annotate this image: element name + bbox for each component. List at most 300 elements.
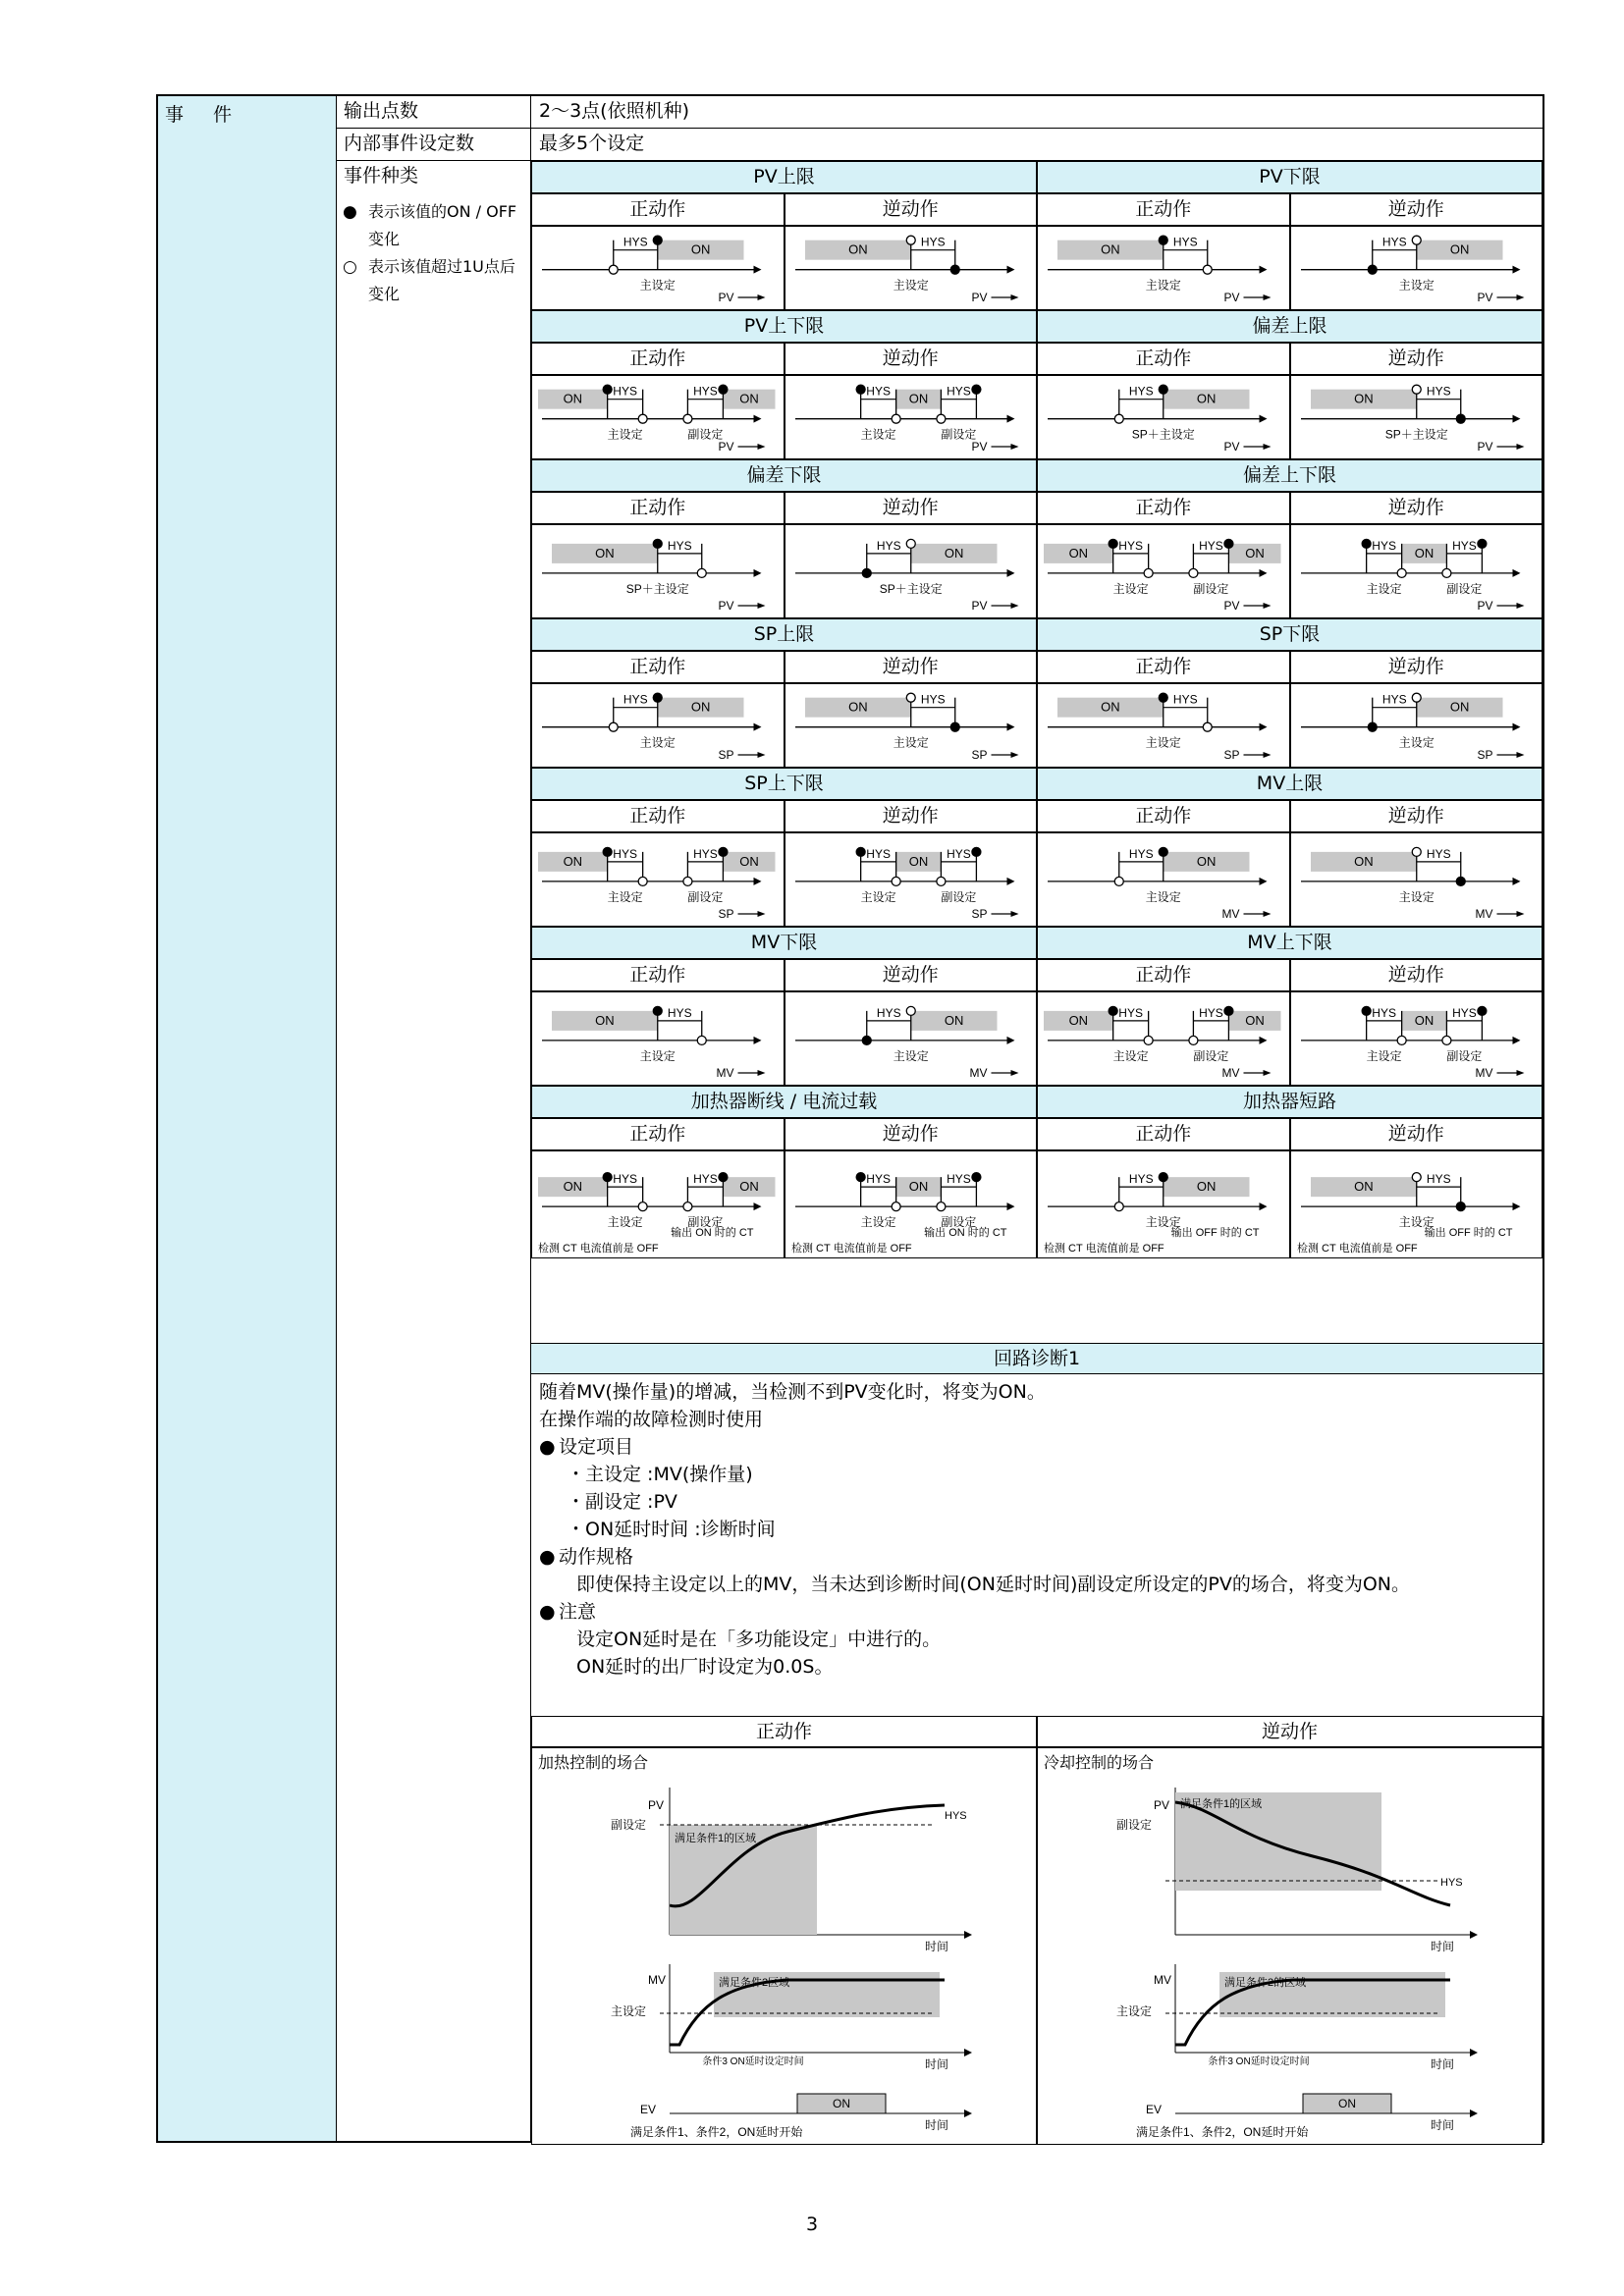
- internal-events-value: 最多5个设定: [531, 129, 1543, 161]
- svg-text:ON: ON: [1338, 2097, 1356, 2110]
- forward-subheader: 正动作: [531, 492, 785, 524]
- svg-text:时间: 时间: [925, 1940, 949, 1953]
- svg-text:主设定: 主设定: [1145, 735, 1181, 750]
- filled-dot: [856, 385, 865, 394]
- axis-label: PV: [718, 599, 734, 613]
- event-diagram-cell: [1037, 1150, 1290, 1258]
- ct-output: 输出 OFF 时的 CT: [1170, 1227, 1260, 1239]
- axis-label: PV: [1476, 599, 1492, 613]
- section-header-right: 偏差上下限: [1037, 459, 1543, 492]
- hys-label: HYS: [1199, 1005, 1223, 1020]
- event-diagram: [785, 684, 1037, 767]
- axis-label: PV: [1476, 291, 1492, 304]
- hys-label: HYS: [693, 1172, 718, 1187]
- hollow-dot: [638, 414, 647, 423]
- ct-output: 输出 ON 时的 CT: [923, 1227, 1006, 1239]
- item-1: ・主设定 :MV(操作量): [567, 1464, 753, 1485]
- note-title: 注意: [559, 1601, 597, 1623]
- svg-text:副设定: 副设定: [1116, 1818, 1153, 1832]
- hys-label: HYS: [693, 384, 718, 399]
- loop-title: 回路诊断1: [531, 1344, 1543, 1374]
- on-label: ON: [1414, 1012, 1434, 1028]
- reverse-subheader: 逆动作: [1290, 343, 1543, 375]
- hys-label: HYS: [1451, 1005, 1477, 1020]
- event-diagram-cell: [1037, 524, 1290, 618]
- event-diagram-cell: [785, 226, 1038, 310]
- page-number: 3: [805, 2214, 819, 2235]
- forward-subheader: 正动作: [1037, 651, 1290, 683]
- hollow-dot: [906, 1006, 915, 1015]
- event-diagram: [785, 525, 1037, 617]
- svg-text:ON: ON: [833, 2097, 850, 2110]
- svg-text:主设定: 主设定: [1116, 2004, 1153, 2018]
- svg-text:时间: 时间: [1431, 2118, 1455, 2132]
- svg-text:满足条件2区域: 满足条件2区域: [719, 1977, 790, 1989]
- on-label: ON: [690, 699, 711, 715]
- event-diagram-cell: [531, 832, 785, 927]
- event-diagram: [785, 992, 1037, 1085]
- axis-label: MV: [1475, 1066, 1492, 1080]
- svg-text:满足条件1的区域: 满足条件1的区域: [675, 1833, 757, 1844]
- hys-label: HYS: [1381, 235, 1407, 249]
- axis-label: PV: [718, 440, 734, 454]
- svg-text:主设定: 主设定: [607, 427, 643, 442]
- filled-dot: [653, 1006, 662, 1015]
- event-diagram-cell: [1290, 832, 1543, 927]
- label-column: [337, 96, 531, 2141]
- on-label: ON: [1353, 1179, 1374, 1195]
- filled-dot: [1477, 1006, 1486, 1015]
- hollow-dot-icon: ○: [343, 257, 357, 277]
- event-diagram: [785, 376, 1037, 458]
- event-diagram-cell: [531, 1150, 785, 1258]
- on-label: ON: [1245, 545, 1265, 561]
- reverse-subheader: 逆动作: [785, 651, 1038, 683]
- axis-label: PV: [718, 291, 734, 304]
- reverse-subheader: 逆动作: [1290, 651, 1543, 683]
- reverse-subheader: 逆动作: [785, 1118, 1038, 1150]
- reverse-subheader: 逆动作: [1290, 193, 1543, 226]
- hys-label: HYS: [613, 1172, 637, 1187]
- svg-text:主设定: 主设定: [1398, 735, 1435, 750]
- hys-label: HYS: [1381, 692, 1407, 707]
- on-label: ON: [1196, 853, 1217, 869]
- filled-dot-icon: ●: [343, 202, 357, 222]
- filled-dot: [856, 1173, 865, 1182]
- svg-text:条件3 ON延时设定时间: 条件3 ON延时设定时间: [702, 2056, 804, 2067]
- filled-dot: [950, 265, 959, 274]
- hys-label: HYS: [623, 692, 648, 707]
- hollow-dot: [1203, 722, 1212, 731]
- svg-text:副设定: 副设定: [611, 1818, 647, 1832]
- on-label: ON: [908, 1179, 928, 1195]
- reverse-subheader: 逆动作: [785, 800, 1038, 832]
- event-diagram-cell: [1037, 991, 1290, 1086]
- svg-text:满足条件1的区域: 满足条件1的区域: [1180, 1798, 1263, 1810]
- filled-dot: [1362, 1006, 1371, 1015]
- hys-label: HYS: [1426, 1172, 1451, 1187]
- event-diagram: [1291, 376, 1543, 458]
- hollow-dot: [638, 1202, 647, 1211]
- on-label: ON: [1196, 1179, 1217, 1195]
- reverse-subheader: 逆动作: [785, 193, 1038, 226]
- event-diagram: [785, 227, 1037, 309]
- panel-title: 加热控制的场合: [538, 1755, 649, 1772]
- forward-subheader: 正动作: [531, 193, 785, 226]
- hollow-dot: [892, 877, 900, 885]
- on-label: ON: [847, 241, 868, 257]
- hollow-dot: [638, 877, 647, 885]
- event-diagram: [532, 684, 784, 767]
- hys-label: HYS: [667, 1005, 692, 1020]
- event-diagram-cell: [785, 683, 1038, 768]
- event-diagram-cell: [531, 991, 785, 1086]
- event-diagram-cell: [1290, 1150, 1543, 1258]
- reverse-subheader: 逆动作: [1290, 800, 1543, 832]
- hys-label: HYS: [1118, 538, 1143, 553]
- filled-dot: [603, 385, 612, 394]
- svg-text:条件3 ON延时设定时间: 条件3 ON延时设定时间: [1208, 2056, 1310, 2067]
- filled-dot: [603, 1173, 612, 1182]
- event-diagram-cell: [785, 524, 1038, 618]
- svg-text:主设定: 主设定: [1398, 278, 1435, 293]
- svg-text:SP＋主设定: SP＋主设定: [1384, 427, 1448, 442]
- axis-label: SP: [1223, 748, 1240, 762]
- on-label: ON: [1196, 391, 1217, 406]
- filled-dot: [1159, 236, 1167, 244]
- event-diagram: [532, 227, 784, 309]
- hollow-dot: [697, 1036, 706, 1044]
- ct-output: 输出 OFF 时的 CT: [1424, 1227, 1512, 1239]
- hys-label: HYS: [1172, 692, 1198, 707]
- forward-subheader: 正动作: [1037, 800, 1290, 832]
- event-diagram-cell: [1290, 683, 1543, 768]
- event-diagram: [1291, 1151, 1543, 1257]
- filled-dot: [1456, 414, 1465, 423]
- filled-dot: [1224, 1006, 1233, 1015]
- filled-dot: [719, 847, 728, 856]
- svg-text:MV: MV: [1154, 1973, 1171, 1987]
- on-label: ON: [908, 853, 928, 869]
- filled-dot: [862, 1036, 871, 1044]
- axis-label: SP: [970, 907, 987, 921]
- hollow-dot: [1114, 1202, 1123, 1211]
- forward-subheader: 正动作: [1037, 343, 1290, 375]
- section-header-right: PV下限: [1037, 161, 1543, 193]
- svg-text:HYS: HYS: [1440, 1877, 1463, 1889]
- reverse-subheader: 逆动作: [785, 959, 1038, 991]
- event-diagram-cell: [531, 683, 785, 768]
- svg-text:主设定: 主设定: [860, 1215, 896, 1230]
- filled-dot: [1109, 539, 1117, 548]
- axis-label: PV: [1223, 291, 1240, 304]
- axis-label: SP: [1476, 748, 1492, 762]
- svg-text:SP＋主设定: SP＋主设定: [625, 581, 689, 596]
- bullet-icon: ●: [539, 1436, 556, 1458]
- svg-text:主设定: 主设定: [1366, 1048, 1402, 1063]
- section-header-right: MV上下限: [1037, 927, 1543, 959]
- event-diagram-cell: [785, 991, 1038, 1086]
- filled-dot: [1159, 1173, 1167, 1182]
- on-label: ON: [739, 391, 759, 406]
- cool-control-diagram: [1038, 1748, 1541, 2143]
- hys-label: HYS: [946, 384, 971, 399]
- hollow-dot: [1441, 568, 1450, 577]
- svg-text:SP＋主设定: SP＋主设定: [879, 581, 943, 596]
- on-label: ON: [944, 1012, 963, 1028]
- svg-text:主设定: 主设定: [893, 735, 929, 750]
- svg-text:主设定: 主设定: [1145, 1215, 1181, 1230]
- axis-label: MV: [1475, 907, 1492, 921]
- loop-line-1: 随着MV(操作量)的增减，当检测不到PV变化时，将变为ON。: [539, 1381, 1046, 1403]
- svg-text:副设定: 副设定: [940, 889, 976, 904]
- on-label: ON: [563, 853, 583, 869]
- forward-subheader: 正动作: [531, 343, 785, 375]
- bullet-icon: ●: [539, 1546, 556, 1568]
- svg-text:满足条件2的区域: 满足条件2的区域: [1224, 1977, 1307, 1989]
- reverse-subheader: 逆动作: [785, 343, 1038, 375]
- items-title: 设定项目: [559, 1436, 634, 1458]
- hys-label: HYS: [1118, 1005, 1143, 1020]
- event-diagram: [1038, 376, 1289, 458]
- on-label: ON: [739, 1179, 759, 1195]
- event-diagram: [1038, 1151, 1289, 1257]
- hys-label: HYS: [1426, 384, 1451, 399]
- hollow-dot: [683, 1202, 692, 1211]
- section-header-left: SP上限: [531, 618, 1037, 651]
- filled-dot: [950, 722, 959, 731]
- event-diagram: [1038, 227, 1289, 309]
- svg-text:HYS: HYS: [945, 1810, 967, 1822]
- axis-label: PV: [1476, 440, 1492, 454]
- hollow-dot: [1397, 1036, 1406, 1044]
- event-diagram: [785, 833, 1037, 926]
- filled-dot: [719, 385, 728, 394]
- filled-dot: [1368, 722, 1377, 731]
- hollow-dot: [683, 414, 692, 423]
- hys-label: HYS: [1371, 1005, 1396, 1020]
- event-diagram: [532, 833, 784, 926]
- svg-text:主设定: 主设定: [1366, 581, 1402, 596]
- filled-dot: [1159, 693, 1167, 702]
- note-1: 设定ON延时是在「多功能设定」中进行的。: [576, 1629, 942, 1650]
- svg-text:主设定: 主设定: [611, 2004, 647, 2018]
- hollow-dot: [697, 568, 706, 577]
- content-column: [531, 96, 1543, 2141]
- event-diagram: [1038, 833, 1289, 926]
- svg-text:主设定: 主设定: [607, 889, 643, 904]
- svg-text:主设定: 主设定: [1112, 1048, 1149, 1063]
- svg-text:时间: 时间: [925, 2057, 949, 2071]
- forward-subheader: 正动作: [531, 959, 785, 991]
- heat-control-diagram: [532, 1748, 1035, 2143]
- category-column: [158, 96, 337, 2141]
- event-diagram-cell: [785, 832, 1038, 927]
- ct-output: 输出 ON 时的 CT: [671, 1227, 754, 1239]
- hys-label: HYS: [1172, 235, 1198, 249]
- loop-forward-header: 正动作: [531, 1716, 1037, 1747]
- footer-note: 满足条件1、条件2，ON延时开始: [1136, 2125, 1309, 2139]
- svg-text:副设定: 副设定: [940, 427, 976, 442]
- svg-text:PV: PV: [1154, 1798, 1170, 1812]
- svg-text:副设定: 副设定: [940, 1215, 976, 1230]
- event-diagram: [1291, 833, 1543, 926]
- legend-filled: ● 表示该值的ON / OFF变化: [343, 198, 525, 253]
- section-header-left: 加热器断线 / 电流过载: [531, 1086, 1037, 1118]
- hys-label: HYS: [865, 846, 891, 861]
- svg-text:时间: 时间: [925, 2118, 949, 2132]
- section-header-right: 加热器短路: [1037, 1086, 1543, 1118]
- hys-label: HYS: [1426, 846, 1451, 861]
- spec-title: 动作规格: [559, 1546, 634, 1568]
- reverse-subheader: 逆动作: [785, 492, 1038, 524]
- on-label: ON: [1414, 545, 1434, 561]
- loop-reverse-header: 逆动作: [1037, 1716, 1543, 1747]
- on-label: ON: [1068, 545, 1089, 561]
- axis-label: SP: [718, 907, 734, 921]
- filled-dot: [719, 1173, 728, 1182]
- filled-dot: [1159, 385, 1167, 394]
- hys-label: HYS: [693, 846, 718, 861]
- filled-dot: [1477, 539, 1486, 548]
- hys-label: HYS: [1371, 538, 1396, 553]
- axis-label: MV: [1221, 1066, 1240, 1080]
- svg-text:主设定: 主设定: [1145, 278, 1181, 293]
- event-diagram-cell: [531, 226, 785, 310]
- axis-label: SP: [718, 748, 734, 762]
- axis-label: MV: [969, 1066, 987, 1080]
- section-header-right: SP下限: [1037, 618, 1543, 651]
- hys-label: HYS: [920, 235, 946, 249]
- hollow-dot: [1114, 877, 1123, 885]
- event-diagram: [532, 525, 784, 617]
- hollow-dot: [1412, 385, 1421, 394]
- filled-dot: [856, 847, 865, 856]
- axis-label: SP: [970, 748, 987, 762]
- panel-title: 冷却控制的场合: [1044, 1755, 1155, 1772]
- hys-label: HYS: [876, 1005, 901, 1020]
- section-header-left: SP上下限: [531, 768, 1037, 800]
- on-label: ON: [1101, 241, 1120, 257]
- filled-dot: [1224, 539, 1233, 548]
- svg-text:主设定: 主设定: [860, 427, 896, 442]
- forward-subheader: 正动作: [1037, 1118, 1290, 1150]
- event-diagram-cell: [785, 375, 1038, 459]
- on-label: ON: [1449, 241, 1469, 257]
- svg-text:主设定: 主设定: [1112, 581, 1149, 596]
- axis-label: PV: [970, 440, 987, 454]
- svg-text:主设定: 主设定: [1145, 889, 1181, 904]
- hollow-dot: [1412, 693, 1421, 702]
- hollow-dot: [906, 693, 915, 702]
- filled-dot: [1109, 1006, 1117, 1015]
- event-diagram-cell: [785, 1150, 1038, 1258]
- event-diagram-cell: [1037, 226, 1290, 310]
- hollow-dot: [1189, 568, 1198, 577]
- spec-text: 即使保持主设定以上的MV，当未达到诊断时间(ON延时时间)副设定所设定的PV的场合，将变为ON。: [576, 1574, 1411, 1595]
- event-diagram-cell: [1290, 375, 1543, 459]
- section-header-left: PV上下限: [531, 310, 1037, 343]
- hys-label: HYS: [623, 235, 648, 249]
- svg-text:副设定: 副设定: [1193, 1048, 1229, 1063]
- hys-label: HYS: [1128, 384, 1154, 399]
- heat-control-panel: [531, 1747, 1037, 2145]
- svg-text:时间: 时间: [1431, 2057, 1455, 2071]
- hollow-dot: [936, 1202, 945, 1211]
- hollow-dot: [1412, 236, 1421, 244]
- legend-hollow: ○ 表示该值超过1U点后变化: [343, 253, 525, 308]
- event-diagram-cell: [531, 524, 785, 618]
- hys-label: HYS: [667, 538, 692, 553]
- hollow-dot: [1203, 265, 1212, 274]
- filled-dot: [1368, 265, 1377, 274]
- cool-control-panel: [1037, 1747, 1543, 2145]
- hollow-dot: [906, 539, 915, 548]
- svg-text:PV: PV: [648, 1798, 665, 1812]
- legend: [343, 198, 525, 308]
- hollow-dot: [1144, 1036, 1153, 1044]
- item-3: ・ON延时时间 :诊断时间: [567, 1519, 776, 1540]
- svg-text:SP＋主设定: SP＋主设定: [1131, 427, 1195, 442]
- event-types-label: 事件种类: [344, 165, 419, 187]
- event-diagram-cell: [1290, 226, 1543, 310]
- axis-label: PV: [970, 291, 987, 304]
- note-2: ON延时的出厂时设定为0.0S。: [576, 1656, 834, 1678]
- hollow-dot: [1397, 568, 1406, 577]
- event-diagram-cell: [1037, 832, 1290, 927]
- hollow-dot: [936, 877, 945, 885]
- hollow-dot: [1441, 1036, 1450, 1044]
- svg-text:主设定: 主设定: [1398, 1215, 1435, 1230]
- svg-text:MV: MV: [648, 1973, 666, 1987]
- forward-subheader: 正动作: [531, 651, 785, 683]
- svg-text:主设定: 主设定: [639, 735, 676, 750]
- hys-label: HYS: [865, 384, 891, 399]
- hollow-dot: [683, 877, 692, 885]
- on-label: ON: [595, 545, 615, 561]
- hollow-dot: [906, 236, 915, 244]
- event-diagram-cell: [1037, 683, 1290, 768]
- ct-note: 检测 CT 电流值前是 OFF: [1296, 1243, 1418, 1255]
- hollow-dot: [1412, 847, 1421, 856]
- event-diagram: [1291, 525, 1543, 617]
- svg-text:副设定: 副设定: [687, 427, 724, 442]
- svg-text:主设定: 主设定: [860, 889, 896, 904]
- on-label: ON: [690, 241, 711, 257]
- hollow-dot: [1189, 1036, 1198, 1044]
- item-2: ・副设定 :PV: [567, 1491, 677, 1513]
- svg-text:主设定: 主设定: [1398, 889, 1435, 904]
- spec-table: [156, 94, 1544, 2143]
- forward-subheader: 正动作: [1037, 492, 1290, 524]
- event-diagram: [532, 992, 784, 1085]
- forward-subheader: 正动作: [531, 800, 785, 832]
- loop-line-2: 在操作端的故障检测时使用: [539, 1409, 764, 1430]
- on-label: ON: [1068, 1012, 1089, 1028]
- svg-text:主设定: 主设定: [893, 278, 929, 293]
- event-diagram: [532, 1151, 784, 1257]
- hys-label: HYS: [865, 1172, 891, 1187]
- axis-label: PV: [970, 599, 987, 613]
- svg-text:副设定: 副设定: [687, 889, 724, 904]
- filled-dot: [1362, 539, 1371, 548]
- filled-dot: [1456, 1202, 1465, 1211]
- svg-text:副设定: 副设定: [1193, 581, 1229, 596]
- section-header-right: MV上限: [1037, 768, 1543, 800]
- section-header-left: PV上限: [531, 161, 1037, 193]
- event-diagram: [1038, 525, 1289, 617]
- hollow-dot: [892, 414, 900, 423]
